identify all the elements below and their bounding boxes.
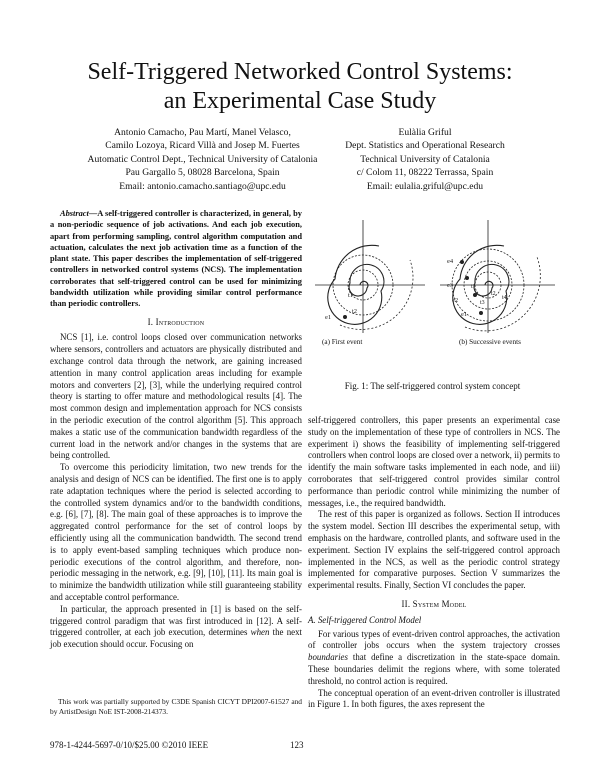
figure-1a bbox=[315, 220, 425, 333]
figure-1a-caption: (a) First event bbox=[322, 338, 363, 346]
fig-b-label-e2: e2 bbox=[452, 297, 459, 304]
affiliation-line: Technical University of Catalonia bbox=[360, 153, 490, 165]
figure-1b-caption: (b) Successive events bbox=[459, 338, 521, 346]
title-line-2: an Experimental Case Study bbox=[163, 88, 437, 114]
event-dot bbox=[343, 315, 346, 318]
figure-1-caption: Fig. 1: The self-triggered control system concept bbox=[344, 381, 521, 391]
subsection-heading: A. Self-triggered Control Model bbox=[308, 614, 422, 625]
fig-a-label-t2: t2 bbox=[352, 308, 358, 315]
body-paragraph bbox=[308, 629, 560, 688]
author-line: Antonio Camacho, Pau Martí, Manel Velasco, bbox=[114, 127, 291, 138]
fig-b-label-t1: t1 bbox=[471, 284, 476, 290]
page-number: 123 bbox=[290, 740, 304, 750]
event-dot bbox=[473, 293, 476, 296]
intro-emphasis: when bbox=[250, 627, 270, 638]
event-dot bbox=[479, 311, 482, 314]
intro-text: In particular, the approach presented in [1] is based on the self-triggered control paradigm that was first introduced in [12]. A self-triggered controller, at each job execution, determines bbox=[50, 603, 302, 638]
email-line: Email: eulalia.griful@upc.edu bbox=[366, 180, 484, 192]
body-paragraph: The conceptual operation of an event-driven controller is illustrated in Figure 1. In both figures, the axes represent the bbox=[308, 687, 560, 710]
figure-1b bbox=[440, 220, 555, 333]
paper-title bbox=[0, 58, 600, 116]
email-line: Email: antonio.camacho.santiago@upc.edu bbox=[119, 180, 286, 192]
fig-a-label-t1: t1 bbox=[348, 292, 354, 299]
intro-paragraph: NCS [1], i.e. control loops closed over communication networks where sensors, controllers and actuators are physically distributed and exchange control data through the network, are gaining increased attention in many control application areas including for example motors and converters [2], [3], while the underlying required control theory is starting to offer mature and methodological results [4]. The most common design and implementation approach for NCS consists in the periodic execution of the control algorithm [5]. This approach makes a static use of the communication bandwidth regardless of the current load in the network and/or changes in the systems that are being controlled. bbox=[50, 332, 302, 461]
intro-paragraph: To overcome this periodicity limitation, two new trends for the analysis and design of NCS can be identified. The first one is to apply rate adaptation techniques where the period is selected according to the controlled system dynamics and/or to the bandwidth conditions, e.g. [6], [7], [8]. The main goal of these approaches is to improve the aggregated control performance for the set of control loops by efficiently using all the communication bandwidth. The second trend is to apply event-based sampling techniques which produce non-periodic executions of the control algorithm, and therefore, non-periodic messaging in the network, e.g. [9], [10], [11]. Its main goal is to minimize the bandwidth utilization while still guaranteeing stability and acceptable control performance. bbox=[50, 462, 302, 602]
intro-paragraph bbox=[50, 604, 302, 651]
abstract-text: —A self-triggered controller is characterized, in general, by a non-periodic sequence of job activations. And each job execution, apart from performing sampling, control algorithm computation and actuation, calculates the next job activation time as a function of the plant state. This paper describes the implementation of self-triggered controllers in networked control systems (NCS). The implementation corroborates that self-triggered control can be used for minimizing bandwidth utilization while providing similar control performance than periodic controllers. bbox=[50, 209, 302, 309]
body-text: that define a discretization in the state-space domain. These boundaries delimit the regions where, with some tolerated threshold, no control action is required. bbox=[308, 652, 560, 686]
footer-isbn: 978-1-4244-5697-0/10/$25.00 ©2010 IEEE bbox=[50, 740, 209, 750]
right-column bbox=[308, 415, 560, 711]
author-line: Camilo Lozoya, Ricard Villà and Josep M. Fuertes bbox=[105, 140, 300, 152]
author-line: Eulàlia Griful bbox=[398, 127, 452, 138]
author-block-right bbox=[330, 126, 520, 193]
title-line-1: Self-Triggered Networked Control Systems: bbox=[87, 59, 513, 85]
footnote-text: This work was partially supported by C3DE Spanish CICYT DPI2007-61527 and by ArtistDesign NoE IST-2008-214373. bbox=[50, 697, 302, 716]
footnote bbox=[50, 697, 302, 716]
fig-b-label-e4: e4 bbox=[447, 258, 454, 265]
fig-b-label-t4: t4 bbox=[502, 295, 507, 301]
body-emphasis: boundaries bbox=[308, 652, 348, 663]
affiliation-line: Automatic Control Dept., Technical University of Catalonia bbox=[87, 153, 318, 165]
fig-b-label-e3: e3 bbox=[447, 282, 454, 289]
event-dot bbox=[460, 260, 463, 263]
event-dot bbox=[465, 276, 468, 279]
section-heading-introduction: I. Introduction bbox=[147, 316, 205, 327]
abstract bbox=[50, 208, 302, 310]
fig-b-label-e1: e1 bbox=[461, 311, 468, 318]
fig-a-label-e1: e1 bbox=[325, 314, 332, 321]
intro-text: the next job execution should occur. Focusing on bbox=[50, 627, 302, 650]
body-paragraph: The rest of this paper is organized as follows. Section II introduces the system model. Section III describes the experimental setup, with emphasis on the hardware, controlled plants, and software used in the experiment. Section IV explains the self-triggered control approach implemented in the NCS, as well as the periodic control strategy implemented for comparative purposes. Section V summarizes the experimental results. Finally, Section VI concludes the paper. bbox=[308, 509, 560, 591]
body-text: For various types of event-driven control approaches, the activation of controller jobs occurs when the system trajectory crosses bbox=[308, 628, 560, 651]
fig-b-label-t3: t3 bbox=[480, 300, 485, 306]
fig-b-label-t2: t2 bbox=[491, 291, 496, 297]
address-line: Pau Gargallo 5, 08028 Barcelona, Spain bbox=[125, 167, 280, 179]
body-paragraph: self-triggered controllers, this paper presents an experimental case study on the implementation of these type of controllers in NCS. The experiment i) shows the feasibility of implementing self-triggered controllers when control loops are closed over a network, ii) permits to identify the main software tasks implemented in each node, and iii) corroborates that self-triggered control provides similar control performance than periodic control while minimizing the number of messages, i.e., the required bandwidth. bbox=[308, 415, 560, 508]
author-block-left bbox=[60, 126, 345, 193]
section-heading-system-model: II. System Model bbox=[401, 598, 467, 609]
left-column bbox=[50, 208, 302, 651]
abstract-lead: Abstract bbox=[60, 209, 89, 218]
affiliation-line: Dept. Statistics and Operational Research bbox=[345, 140, 505, 152]
address-line: c/ Colom 11, 08222 Terrassa, Spain bbox=[356, 167, 494, 179]
